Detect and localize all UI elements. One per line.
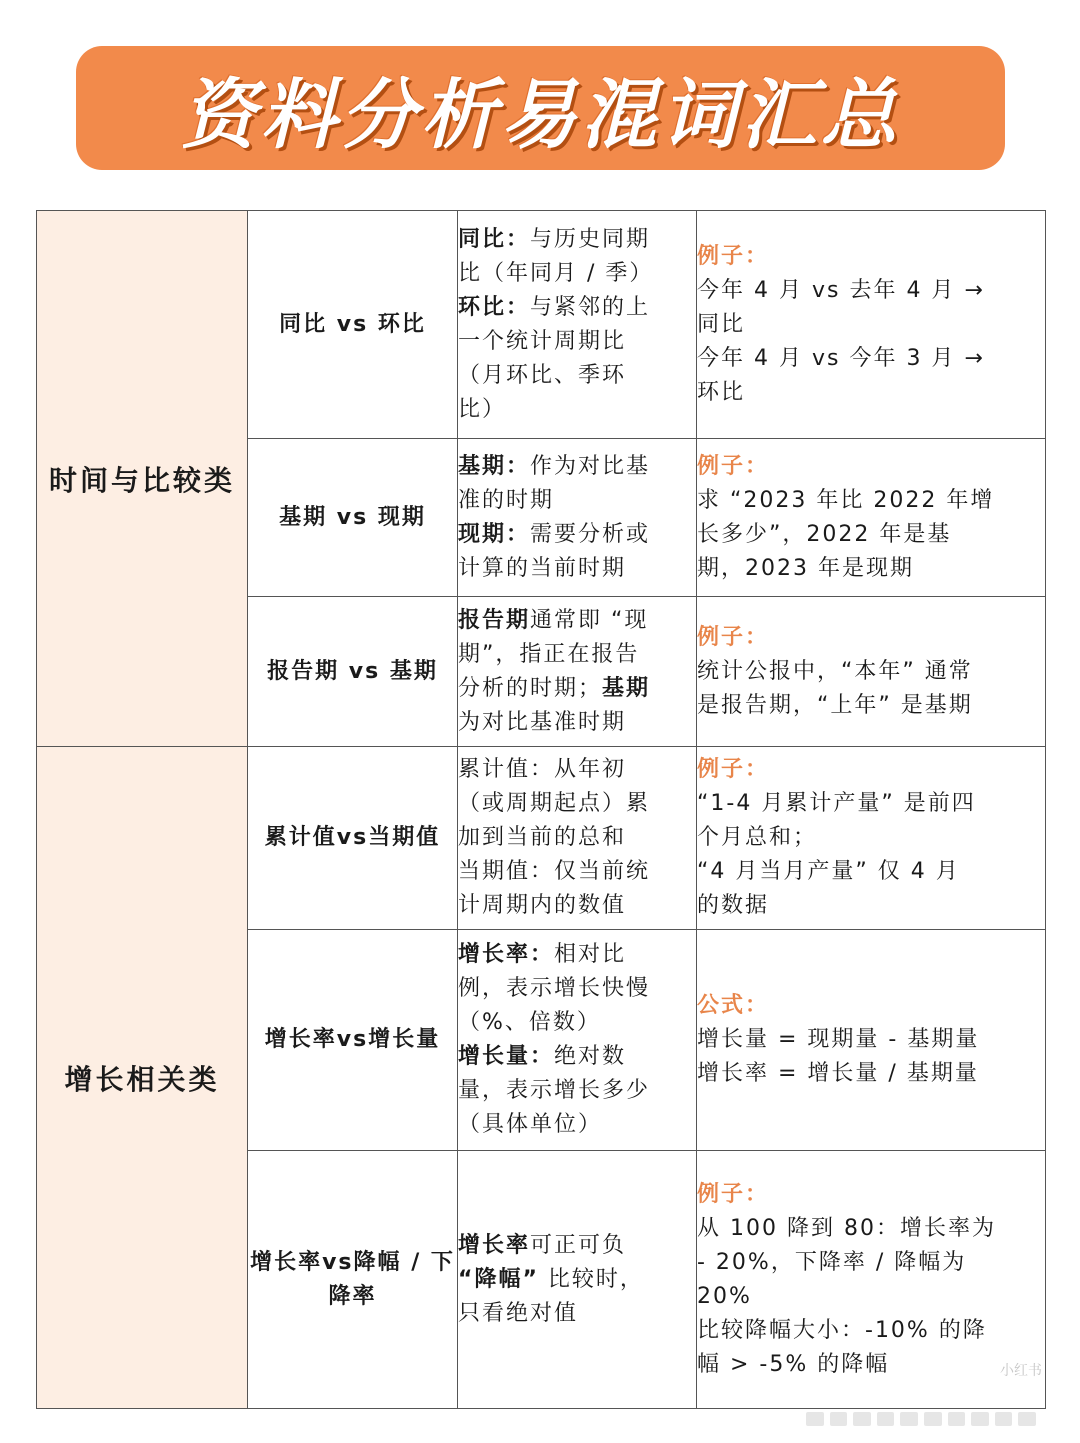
term-keyword: 同比： — [458, 226, 531, 252]
term-cell: 基期 vs 现期 — [248, 439, 458, 597]
example-line: 比较降幅大小：-10% 的降 — [697, 1317, 987, 1343]
term-keyword: 环比： — [458, 294, 531, 320]
definition-line — [458, 291, 696, 325]
term-cell: 增长率vs增长量 — [248, 930, 458, 1151]
category-cell: 时间与比较类 — [37, 211, 248, 747]
definition-cell — [458, 930, 697, 1151]
definition-line — [458, 855, 696, 889]
definition-text: （%、倍数） — [458, 1010, 601, 1035]
definition-text: 绝对数 — [554, 1044, 627, 1069]
term-keyword: 基期： — [458, 453, 531, 479]
definition-text: 比） — [458, 396, 507, 422]
definition-text: 计算的当前时期 — [458, 555, 627, 581]
page-title: 资料分析易混词汇总 — [180, 69, 901, 159]
example-label: 例子： — [697, 1181, 770, 1207]
definition-line — [458, 325, 696, 359]
term-keyword: “降幅” — [458, 1266, 539, 1292]
definition-line — [458, 672, 696, 706]
definition-line — [458, 821, 696, 855]
definition-text: 相对比 — [554, 942, 627, 967]
term-cell: 报告期 vs 基期 — [248, 597, 458, 747]
definition-line — [458, 1263, 696, 1297]
example-line: 求 “2023 年比 2022 年增 — [697, 487, 995, 513]
example-line: 从 100 降到 80：增长率为 — [697, 1215, 996, 1241]
term-keyword: 现期： — [458, 521, 531, 547]
example-label: 例子： — [697, 243, 770, 269]
definition-text: 准的时期 — [458, 487, 555, 513]
definition-line — [458, 518, 696, 552]
example-line: 环比 — [697, 379, 746, 405]
example-cell — [697, 439, 1046, 597]
definition-text: 累计值：从年初 — [458, 757, 627, 782]
definition-cell — [458, 597, 697, 747]
definition-text: 分析的时期； — [458, 675, 603, 701]
definition-text: （具体单位） — [458, 1112, 603, 1137]
definition-cell — [458, 747, 697, 930]
watermark: 小红书 — [1000, 1363, 1042, 1379]
definition-text: （月环比、季环 — [458, 362, 627, 388]
page-indicator — [806, 1412, 1036, 1426]
term-keyword: 报告期 — [458, 607, 531, 633]
definition-line — [458, 257, 696, 291]
definition-cell — [458, 211, 697, 439]
example-line: 期，2023 年是现期 — [697, 555, 914, 581]
definition-line — [458, 1040, 696, 1074]
example-label: 公式： — [697, 993, 770, 1018]
definition-text: 为对比基准时期 — [458, 709, 627, 735]
example-cell — [697, 1151, 1046, 1409]
definition-text: 一个统计周期比 — [458, 328, 627, 354]
definition-line — [458, 450, 696, 484]
example-line: 的数据 — [697, 893, 770, 918]
definition-text: 只看绝对值 — [458, 1300, 579, 1326]
example-line: 增长率 = 增长量 / 基期量 — [697, 1061, 979, 1086]
definition-line — [458, 1074, 696, 1108]
definition-text: 可正可负 — [530, 1232, 627, 1258]
example-line: 统计公报中，“本年” 通常 — [697, 658, 973, 684]
category-cell: 增长相关类 — [37, 747, 248, 1409]
definition-line — [458, 972, 696, 1006]
example-line: 增长量 = 现期量 - 基期量 — [697, 1027, 980, 1052]
term-cell: 累计值vs当期值 — [248, 747, 458, 930]
table-row — [37, 211, 1046, 439]
definition-line — [458, 604, 696, 638]
term-cell: 同比 vs 环比 — [248, 211, 458, 439]
term-keyword: 增长量： — [458, 1044, 555, 1069]
definition-text: 量，表示增长多少 — [458, 1078, 651, 1103]
definition-line — [458, 938, 696, 972]
example-label: 例子： — [697, 624, 770, 650]
example-line: 20% — [697, 1283, 752, 1309]
example-line: 今年 4 月 vs 去年 4 月 → — [697, 277, 985, 303]
term-keyword: 增长率 — [458, 1232, 531, 1258]
example-line: 长多少”，2022 年是基 — [697, 521, 952, 547]
definition-text: 加到当前的总和 — [458, 825, 627, 850]
example-line: “1-4 月累计产量” 是前四 — [697, 791, 976, 816]
definition-line — [458, 1297, 696, 1331]
definition-text: （或周期起点）累 — [458, 791, 651, 816]
definition-line — [458, 706, 696, 740]
definition-line — [458, 753, 696, 787]
definition-text: 需要分析或 — [530, 521, 651, 547]
definition-line — [458, 638, 696, 672]
table-row — [37, 747, 1046, 930]
example-line: 个月总和； — [697, 825, 818, 850]
example-line: 是报告期，“上年” 是基期 — [697, 692, 973, 718]
definition-text: 与紧邻的上 — [530, 294, 651, 320]
example-cell — [697, 930, 1046, 1151]
definition-line — [458, 787, 696, 821]
example-line: - 20%，下降率 / 降幅为 — [697, 1249, 967, 1275]
example-cell — [697, 597, 1046, 747]
example-line: 幅 > -5% 的降幅 — [697, 1351, 890, 1377]
term-keyword: 增长率： — [458, 942, 555, 967]
example-label: 例子： — [697, 757, 770, 782]
example-line: 今年 4 月 vs 今年 3 月 → — [697, 345, 985, 371]
example-line: 同比 — [697, 311, 746, 337]
definition-text: 当期值：仅当前统 — [458, 859, 651, 884]
example-label: 例子： — [697, 453, 770, 479]
title-banner — [76, 46, 1005, 170]
definition-line — [458, 484, 696, 518]
example-cell — [697, 211, 1046, 439]
definition-line — [458, 393, 696, 427]
definition-text: 作为对比基 — [530, 453, 651, 479]
definition-line — [458, 552, 696, 586]
definition-text: 计周期内的数值 — [458, 893, 627, 918]
definition-text: 比（年同月 / 季） — [458, 260, 654, 286]
term-cell: 增长率vs降幅 / 下降率 — [248, 1151, 458, 1409]
example-cell — [697, 747, 1046, 930]
definition-line — [458, 1006, 696, 1040]
definition-line — [458, 889, 696, 923]
definition-text: 例，表示增长快慢 — [458, 976, 651, 1001]
definition-cell — [458, 439, 697, 597]
definition-line — [458, 1229, 696, 1263]
definition-text: 期”，指正在报告 — [458, 641, 640, 667]
comparison-table — [36, 210, 1046, 1409]
definition-line — [458, 1108, 696, 1142]
definition-text: 通常即 “现 — [530, 607, 649, 633]
definition-line — [458, 223, 696, 257]
definition-line — [458, 359, 696, 393]
definition-text: 比较时， — [538, 1266, 644, 1292]
definition-cell — [458, 1151, 697, 1409]
example-line: “4 月当月产量” 仅 4 月 — [697, 859, 960, 884]
definition-text: 与历史同期 — [530, 226, 651, 252]
term-keyword: 基期 — [602, 675, 651, 701]
